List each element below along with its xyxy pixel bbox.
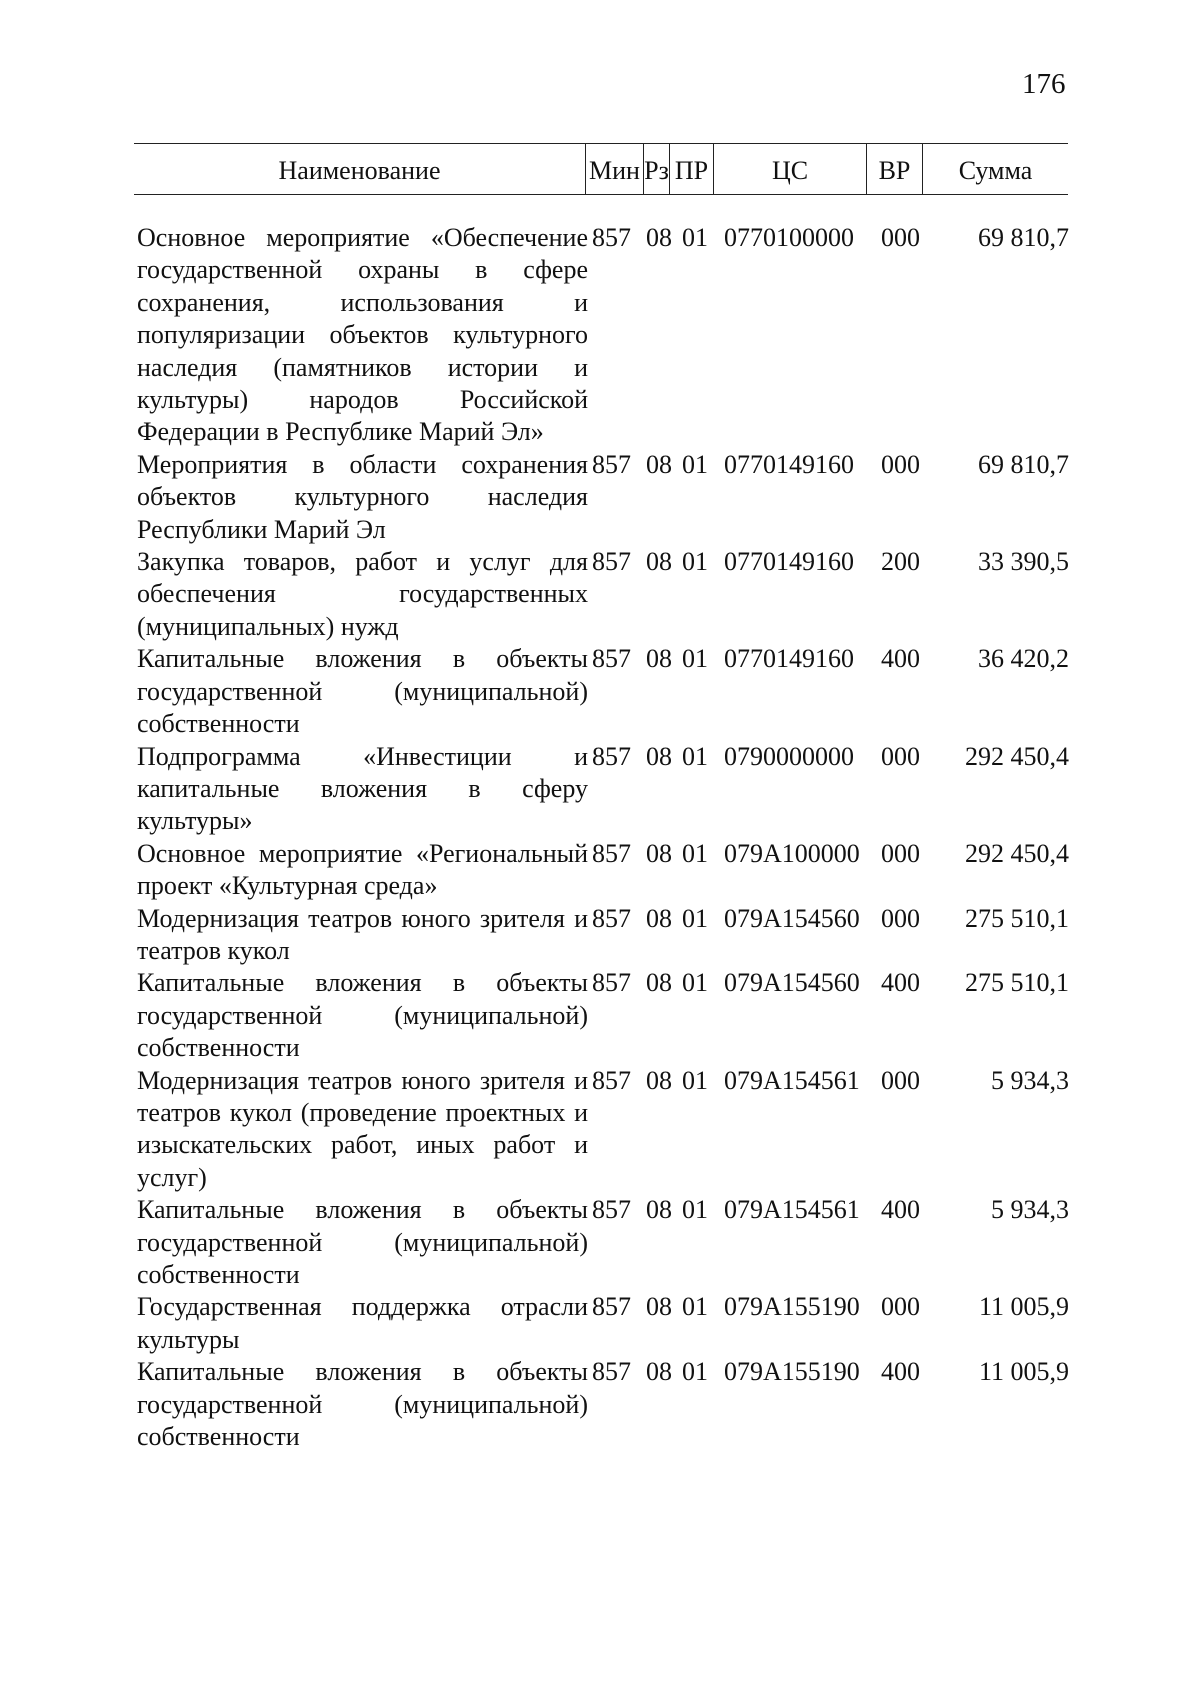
row-cs: 079A154560 — [724, 903, 860, 933]
row-sum: 36 420,2 — [978, 644, 1069, 674]
header-pr: ПР — [669, 144, 713, 194]
row-vr: 400 — [881, 1357, 920, 1387]
row-min: 857 — [592, 741, 631, 771]
row-name: Основное мероприятие «Региональный проект «Культурная среда» — [137, 838, 588, 901]
table-row — [137, 1065, 1077, 1195]
row-vr: 400 — [881, 968, 920, 998]
row-sum: 292 450,4 — [965, 741, 1069, 771]
row-name: Капитальные вложения в объекты государственной (муниципальной) собственности — [137, 968, 588, 1063]
row-min: 857 — [592, 223, 631, 252]
row-sum: 275 510,1 — [965, 903, 1069, 933]
row-cs: 079A154560 — [724, 968, 860, 998]
row-rz: 08 — [646, 547, 672, 577]
row-rz: 08 — [646, 1292, 672, 1322]
row-sum: 275 510,1 — [965, 968, 1069, 998]
table-row — [137, 546, 1077, 643]
table-row — [137, 449, 1077, 546]
row-rz: 08 — [646, 449, 672, 479]
row-cs: 0770100000 — [724, 223, 854, 252]
row-name: Капитальные вложения в объекты государственной (муниципальной) собственности — [137, 1195, 588, 1289]
row-cs: 0770149160 — [724, 644, 854, 674]
table-row — [137, 1194, 1077, 1291]
row-pr: 01 — [682, 838, 708, 868]
header-sum: Сумма — [922, 144, 1068, 194]
table-header — [134, 143, 1068, 195]
row-rz: 08 — [646, 903, 672, 933]
row-min: 857 — [592, 1292, 631, 1322]
row-pr: 01 — [682, 449, 708, 479]
row-vr: 400 — [881, 644, 920, 674]
row-rz: 08 — [646, 741, 672, 771]
row-name: Капитальные вложения в объекты государственной (муниципальной) собственности — [137, 1357, 588, 1452]
row-name: Закупка товаров, работ и услуг для обеспечения государственных (муниципальных) нужд — [137, 547, 588, 641]
row-min: 857 — [592, 838, 631, 868]
row-name: Капитальные вложения в объекты государственной (муниципальной) собственности — [137, 644, 588, 739]
table-row — [137, 838, 1077, 903]
row-vr: 200 — [881, 547, 920, 577]
row-rz: 08 — [646, 968, 672, 998]
row-pr: 01 — [682, 903, 708, 933]
row-pr: 01 — [682, 1357, 708, 1387]
row-min: 857 — [592, 903, 631, 933]
row-rz: 08 — [646, 644, 672, 674]
row-pr: 01 — [682, 547, 708, 577]
row-min: 857 — [592, 1065, 631, 1095]
row-cs: 079A100000 — [724, 838, 860, 868]
row-pr: 01 — [682, 644, 708, 674]
row-sum: 292 450,4 — [965, 838, 1069, 868]
row-min: 857 — [592, 968, 631, 998]
row-min: 857 — [592, 547, 631, 577]
row-sum: 11 005,9 — [978, 1292, 1069, 1322]
row-vr: 000 — [881, 741, 920, 771]
page-number: 176 — [1022, 68, 1066, 100]
table-row — [137, 1291, 1077, 1356]
row-cs: 079A155190 — [724, 1292, 860, 1322]
row-sum: 11 005,9 — [978, 1357, 1069, 1387]
row-name: Модернизация театров юного зрителя и театров кукол — [137, 903, 588, 965]
row-sum: 69 810,7 — [978, 223, 1069, 252]
row-vr: 000 — [881, 903, 920, 933]
row-pr: 01 — [682, 1065, 708, 1095]
header-min: Мин — [585, 144, 643, 194]
row-min: 857 — [592, 644, 631, 674]
row-cs: 0790000000 — [724, 741, 854, 771]
row-vr: 000 — [881, 223, 920, 252]
table-row — [137, 741, 1077, 838]
row-cs: 079A155190 — [724, 1357, 860, 1387]
row-vr: 000 — [881, 838, 920, 868]
row-cs: 0770149160 — [724, 449, 854, 479]
row-name: Основное мероприятие «Обеспечение государственной охраны в сфере сохранения, использования и популяризации объектов культурного наследия (памятников истории и культуры) народов Российской Федерации в Республике Марий Эл» — [137, 223, 588, 447]
row-pr: 01 — [682, 1195, 708, 1225]
row-rz: 08 — [646, 1065, 672, 1095]
row-vr: 000 — [881, 1292, 920, 1322]
table-row — [137, 643, 1077, 740]
row-cs: 079A154561 — [724, 1195, 860, 1225]
row-rz: 08 — [646, 838, 672, 868]
table-row — [137, 967, 1077, 1064]
row-pr: 01 — [682, 1292, 708, 1322]
row-sum: 5 934,3 — [991, 1065, 1069, 1095]
row-vr: 000 — [881, 449, 920, 479]
row-rz: 08 — [646, 223, 672, 252]
row-sum: 5 934,3 — [991, 1195, 1069, 1225]
row-cs: 079A154561 — [724, 1065, 860, 1095]
row-sum: 69 810,7 — [978, 449, 1069, 479]
row-rz: 08 — [646, 1357, 672, 1387]
row-name: Государственная поддержка отрасли культуры — [137, 1292, 588, 1354]
header-cs: ЦС — [713, 144, 866, 194]
row-name: Модернизация театров юного зрителя и театров кукол (проведение проектных и изыскательских работ, иных работ и услуг) — [137, 1065, 588, 1192]
row-min: 857 — [592, 1357, 631, 1387]
row-cs: 0770149160 — [724, 547, 854, 577]
row-pr: 01 — [682, 223, 708, 252]
header-vr: ВР — [866, 144, 922, 194]
table-row — [137, 1356, 1077, 1453]
table-row — [137, 222, 1077, 449]
header-name: Наименование — [278, 156, 441, 185]
table-row — [137, 903, 1077, 968]
header-rz: Рз — [643, 144, 669, 194]
row-min: 857 — [592, 1195, 631, 1225]
row-sum: 33 390,5 — [978, 547, 1069, 577]
row-min: 857 — [592, 449, 631, 479]
row-vr: 000 — [881, 1065, 920, 1095]
row-name: Мероприятия в области сохранения объектов культурного наследия Республики Марий Эл — [137, 449, 588, 544]
row-pr: 01 — [682, 741, 708, 771]
row-rz: 08 — [646, 1195, 672, 1225]
table-body — [137, 222, 1077, 1453]
row-name: Подпрограмма «Инвестиции и капитальные вложения в сферу культуры» — [137, 741, 588, 836]
row-pr: 01 — [682, 968, 708, 998]
row-vr: 400 — [881, 1195, 920, 1225]
